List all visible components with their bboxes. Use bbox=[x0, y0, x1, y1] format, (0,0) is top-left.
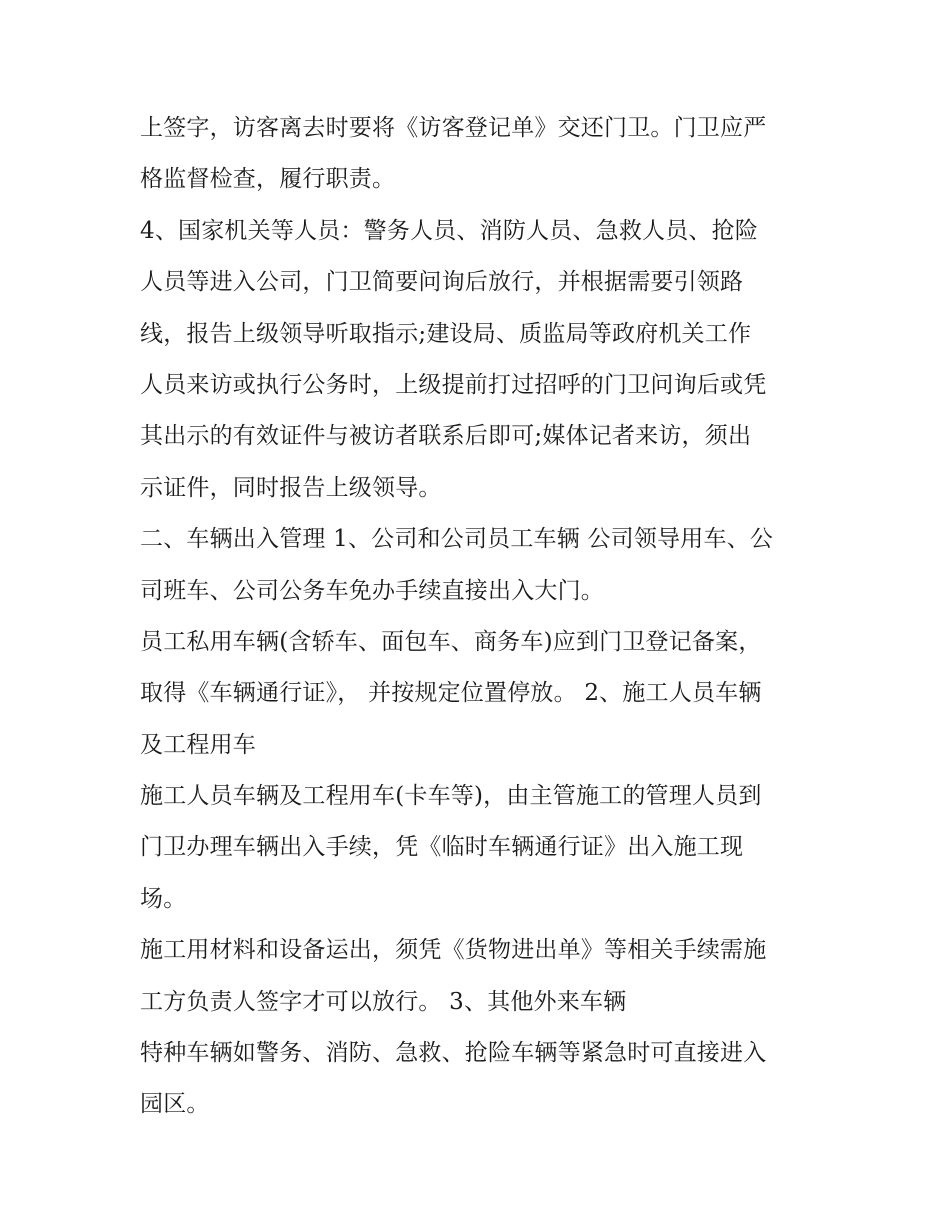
text-line: 特种车辆如警务、消防、急救、抢险车辆等紧急时可直接进入 bbox=[140, 1040, 767, 1067]
text-line: 员工私用车辆(含轿车、面包车、商务车)应到门卫登记备案， bbox=[140, 628, 762, 655]
text-line: 门卫办理车辆出入手续，凭《临时车辆通行证》出入施工现 bbox=[140, 834, 744, 861]
text-line: 施工人员车辆及工程用车(卡车等)，由主管施工的管理人员到 bbox=[140, 783, 762, 810]
document-body bbox=[140, 103, 820, 1131]
text-line: 上签字，访客离去时要将《访客登记单》交还门卫。门卫应严 bbox=[140, 115, 767, 141]
text-line: 工方负责人签字才可以放行。 3、其他外来车辆 bbox=[140, 988, 627, 1015]
text-line: 示证件，同时报告上级领导。 bbox=[140, 474, 442, 501]
text-line: 线，报告上级领导听取指示;建设局、质监局等政府机关工作 bbox=[140, 320, 752, 347]
text-line: 4、国家机关等人员：警务人员、消防人员、急救人员、抢险 bbox=[140, 217, 759, 244]
text-line: 人员等进入公司，门卫简要问询后放行，并根据需要引领路 bbox=[140, 269, 744, 296]
text-line: 园区。 bbox=[140, 1091, 210, 1118]
text-line: 人员来访或执行公务时，上级提前打过招呼的门卫问询后或凭 bbox=[140, 371, 767, 398]
text-line: 施工用材料和设备运出，须凭《货物进出单》等相关手续需施 bbox=[140, 937, 767, 964]
text-line: 其出示的有效证件与被访者联系后即可;媒体记者来访，须出 bbox=[140, 423, 752, 450]
text-line: 场。 bbox=[140, 885, 187, 912]
text-line: 司班车、公司公务车免办手续直接出入大门。 bbox=[140, 577, 604, 604]
text-line: 取得《车辆通行证》， 并按规定位置停放。 2、施工人员车辆 bbox=[140, 680, 762, 707]
text-line: 格监督检查，履行职责。 bbox=[140, 166, 396, 193]
text-line: 及工程用车 bbox=[140, 731, 256, 758]
text-line: 二、车辆出入管理 1、公司和公司员工车辆 公司领导用车、公 bbox=[140, 526, 774, 553]
